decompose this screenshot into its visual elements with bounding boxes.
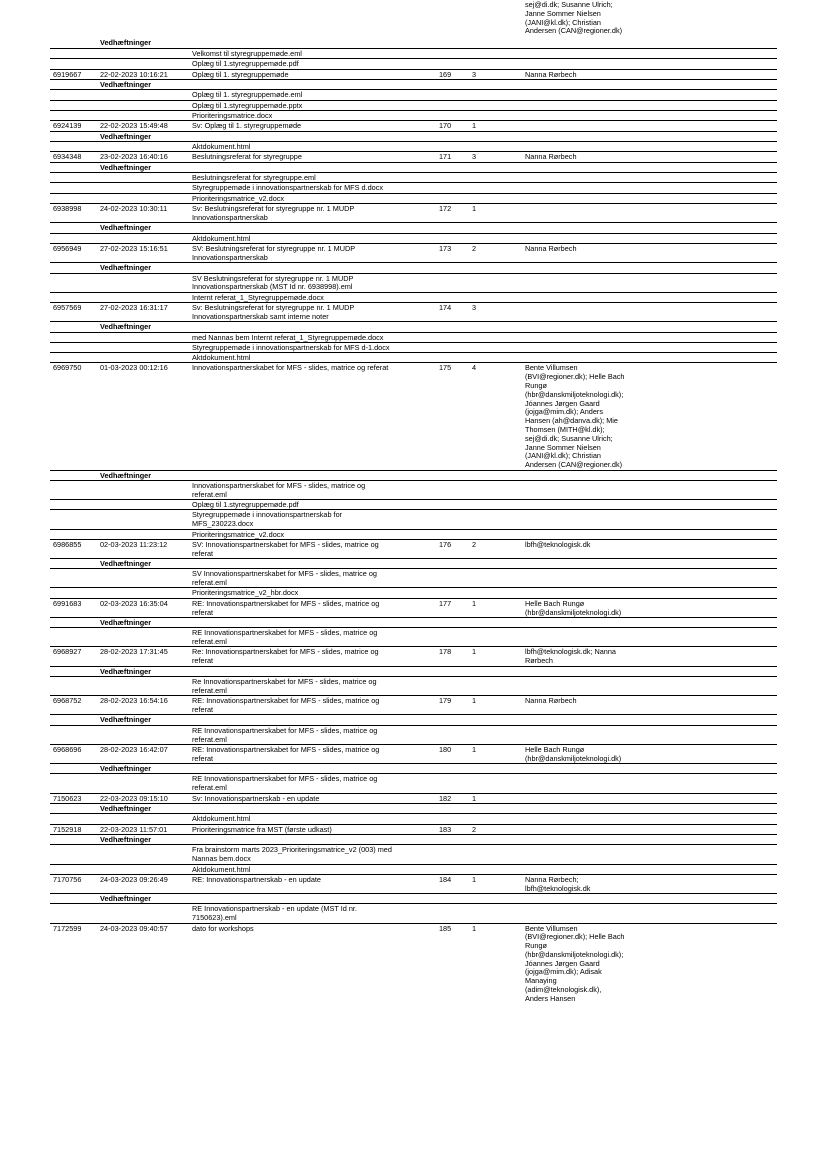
message-date: 24-02-2023 10:30:11 [100, 204, 168, 214]
attachment-count: 1 [472, 598, 477, 608]
message-row [50, 696, 777, 715]
message-subject: SV: Innovationspartnerskabet for MFS - slides, matrice og referat [192, 539, 379, 558]
message-row [50, 745, 777, 764]
attachment-count: 3 [472, 69, 477, 79]
message-id: 7172599 [53, 923, 82, 933]
message-subject: Prioriteringsmatrice fra MST (første udkast) [192, 824, 332, 834]
attachment-row [50, 90, 777, 100]
attachment-row [50, 173, 777, 183]
attachment-name: Prioriteringsmatrice_v2.docx [192, 193, 285, 203]
document-number: 175 [439, 363, 452, 373]
message-subject: Sv: Beslutningsreferat for styregruppe nr. 1 MUDP Innovationspartnerskab samt interne noter [192, 302, 355, 321]
attachment-name: Styregruppemøde i innovationspartnerskab for MFS_230223.docx [192, 510, 343, 529]
attachments-label: Vedhæftninger [100, 893, 152, 903]
attachment-count: 1 [472, 696, 477, 706]
document-number: 178 [439, 647, 452, 657]
attachment-count: 1 [472, 744, 477, 754]
message-subject: dato for workshops [192, 923, 254, 933]
attachment-count: 2 [472, 539, 477, 549]
attachments-header-row [50, 894, 777, 905]
attachment-name: Oplæg til 1.styregruppemøde.pdf [192, 500, 299, 510]
message-date: 24-03-2023 09:26:49 [100, 874, 168, 884]
attachment-name: Oplæg til 1.styregruppemøde.pdf [192, 59, 299, 69]
attachment-row [50, 343, 777, 353]
message-id: 6986855 [53, 539, 82, 549]
attachment-name: Prioriteringsmatrice_v2.docx [192, 529, 285, 539]
attachments-label: Vedhæftninger [100, 666, 152, 676]
message-date: 28-02-2023 17:31:45 [100, 647, 168, 657]
attachment-name: Innovationspartnerskabet for MFS - slides, matrice og referat.eml [192, 481, 366, 499]
document-number: 172 [439, 204, 452, 214]
message-id: 6956949 [53, 243, 82, 253]
attachment-row [50, 845, 777, 864]
attachment-name: Aktdokument.html [192, 233, 251, 243]
attachments-header-row [50, 835, 777, 846]
message-subject: Sv: Oplæg til 1. styregruppemøde [192, 121, 302, 131]
attachment-row [50, 481, 777, 500]
document-number: 182 [439, 793, 452, 803]
document-number: 180 [439, 744, 452, 754]
attachment-row [50, 904, 777, 923]
attachment-row [50, 530, 777, 540]
attachments-label: Vedhæftninger [100, 223, 152, 233]
attachment-name: Styregruppemøde i innovationspartnerskab for MFS d-1.docx [192, 342, 390, 352]
attachment-row [50, 814, 777, 824]
message-subject: RE: Innovationspartnerskabet for MFS - slides, matrice og referat [192, 696, 380, 714]
attachment-row [50, 194, 777, 204]
attachments-header-row [50, 322, 777, 333]
attachment-row [50, 142, 777, 152]
document-number: 171 [439, 152, 452, 162]
message-id: 6991683 [53, 598, 82, 608]
attachment-name: RE Innovationspartnerskabet for MFS - slides, matrice og referat.eml [192, 774, 378, 793]
attachment-row [50, 510, 777, 529]
message-row [50, 244, 777, 263]
attachments-label: Vedhæftninger [100, 715, 152, 725]
message-date: 23-02-2023 16:40:16 [100, 152, 168, 162]
message-row [50, 70, 777, 80]
continued-recipients [50, 0, 777, 38]
attachments-header-row [50, 618, 777, 629]
attachment-row [50, 234, 777, 244]
attachments-label: Vedhæftninger [100, 470, 152, 480]
message-subject: RE: Innovationspartnerskabet for MFS - slides, matrice og referat [192, 598, 380, 617]
message-id: 6938998 [53, 204, 82, 214]
message-date: 22-02-2023 15:49:48 [100, 121, 168, 131]
message-recipients: Helle Bach Rungø (hbr@danskmiljoteknologi.dk) [525, 744, 622, 763]
attachment-row [50, 353, 777, 363]
attachment-name: Velkomst til styregruppemøde.eml [192, 49, 302, 58]
message-id: 7150623 [53, 793, 82, 803]
attachment-row [50, 333, 777, 343]
attachment-row [50, 49, 777, 59]
document-number: 174 [439, 302, 452, 312]
message-id: 6969750 [53, 363, 82, 373]
message-date: 28-02-2023 16:42:07 [100, 744, 168, 754]
message-row [50, 924, 777, 1005]
attachments-label: Vedhæftninger [100, 803, 152, 813]
attachment-row [50, 774, 777, 793]
document-number: 176 [439, 539, 452, 549]
attachments-label: Vedhæftninger [100, 834, 152, 844]
message-subject: Oplæg til 1. styregruppemøde [192, 69, 289, 79]
attachment-count: 1 [472, 793, 477, 803]
recipients-text: sej@di.dk; Susanne Ulrich; Janne Sommer Nielsen (JANI@kl.dk); Christian Andersen (CAN@regioner.dk) [525, 0, 623, 36]
attachments-header-row [50, 715, 777, 726]
attachment-name: med Nannas bem Internt referat_1_Styregruppemøde.docx [192, 332, 384, 342]
attachment-count: 1 [472, 121, 477, 131]
attachment-row [50, 59, 777, 69]
message-row [50, 647, 777, 666]
message-recipients: lbfh@teknologisk.dk; Nanna Rørbech [525, 647, 616, 666]
message-row [50, 363, 777, 470]
attachment-row [50, 677, 777, 696]
document-number: 170 [439, 121, 452, 131]
message-subject: RE: Innovationspartnerskab - en update [192, 874, 321, 884]
attachment-row [50, 726, 777, 745]
message-id: 6957569 [53, 302, 82, 312]
attachment-row [50, 293, 777, 303]
message-subject: Re: Innovationspartnerskabet for MFS - slides, matrice og referat [192, 647, 379, 666]
message-id: 7152918 [53, 824, 82, 834]
attachment-name: Prioriteringsmatrice.docx [192, 110, 273, 120]
attachment-name: Oplæg til 1.styregruppemøde.pptx [192, 100, 303, 110]
message-recipients: Bente Villumsen (BVI@regioner.dk); Helle Bach Rungø (hbr@danskmiljoteknologi.dk); Jóannes Jørgen Gaard (jojga@mim.dk); Anders Hansen (ah@danva.dk); Mie Thomsen (MITH@kl.dk); sej@di.dk; Susanne Ulrich; Janne Sommer Nielsen (JANI@kl.dk); Christian Andersen (CAN@regioner.dk) [525, 363, 625, 470]
message-date: 24-03-2023 09:40:57 [100, 923, 168, 933]
attachment-name: Fra brainstorm marts 2023_Prioriteringsmatrice_v2 (003) med Nannas bem.docx [192, 845, 392, 864]
message-subject: Beslutningsreferat for styregruppe [192, 152, 302, 162]
message-subject: Innovationspartnerskabet for MFS - slides, matrice og referat [192, 363, 389, 373]
message-id: 6919667 [53, 69, 82, 79]
document-number: 177 [439, 598, 452, 608]
attachments-header-row [50, 559, 777, 570]
message-row [50, 794, 777, 804]
attachment-count: 1 [472, 923, 477, 933]
attachments-header-row [50, 80, 777, 91]
attachments-header-row [50, 804, 777, 815]
message-row [50, 875, 777, 894]
attachment-count: 1 [472, 874, 477, 884]
message-recipients: lbfh@teknologisk.dk [525, 539, 591, 549]
attachment-name: SV Beslutningsreferat for styregruppe nr. 1 MUDP Innovationspartnerskab (MST Id nr. 6938998).eml [192, 273, 354, 292]
attachment-count: 1 [472, 647, 477, 657]
attachments-header-row [50, 132, 777, 143]
message-date: 27-02-2023 15:16:51 [100, 243, 168, 253]
message-date: 02-03-2023 11:23:12 [100, 539, 168, 549]
message-subject: Sv: Innovationspartnerskab - en update [192, 793, 320, 803]
message-recipients: Nanna Rørbech [525, 152, 577, 162]
message-date: 27-02-2023 16:31:17 [100, 302, 168, 312]
message-subject: RE: Innovationspartnerskabet for MFS - slides, matrice og referat [192, 744, 380, 763]
message-recipients: Bente Villumsen (BVI@regioner.dk); Helle Bach Rungø (hbr@danskmiljoteknologi.dk); Jóannes Jørgen Gaard (jojga@mim.dk); Adisak Manaying (adim@teknologisk.dk), Anders Hansen [525, 923, 625, 1003]
attachment-name: RE Innovationspartnerskab - en update (MST Id nr. 7150623).eml [192, 904, 357, 923]
attachments-label: Vedhæftninger [100, 617, 152, 627]
attachment-count: 3 [472, 152, 477, 162]
attachment-row [50, 500, 777, 510]
message-row [50, 204, 777, 223]
attachment-count: 2 [472, 824, 477, 834]
attachment-row [50, 274, 777, 293]
message-id: 6968696 [53, 744, 82, 754]
attachment-name: Aktdokument.html [192, 142, 251, 152]
document-number: 169 [439, 69, 452, 79]
attachment-row [50, 628, 777, 647]
attachment-name: Internt referat_1_Styregruppemøde.docx [192, 292, 324, 302]
attachment-name: Aktdokument.html [192, 814, 251, 824]
attachments-label: Vedhæftninger [100, 263, 152, 273]
attachments-header-row [50, 223, 777, 234]
message-date: 22-03-2023 09:15:10 [100, 793, 168, 803]
attachments-label: Vedhæftninger [100, 162, 152, 172]
attachment-count: 1 [472, 204, 477, 214]
attachment-count: 3 [472, 302, 477, 312]
attachment-row [50, 569, 777, 588]
attachments-header-row [50, 667, 777, 678]
message-recipients: Helle Bach Rungø (hbr@danskmiljoteknologi.dk) [525, 598, 622, 617]
message-id: 6924139 [53, 121, 82, 131]
attachments-header-row [50, 471, 777, 482]
attachment-row [50, 111, 777, 121]
message-date: 28-02-2023 16:54:16 [100, 696, 168, 706]
message-recipients: Nanna Rørbech [525, 69, 577, 79]
attachment-name: SV Innovationspartnerskabet for MFS - slides, matrice og referat.eml [192, 569, 377, 588]
message-date: 22-02-2023 10:16:21 [100, 69, 168, 79]
attachment-row [50, 183, 777, 193]
message-row [50, 599, 777, 618]
document-number: 179 [439, 696, 452, 706]
message-date: 22-03-2023 11:57:01 [100, 824, 168, 834]
attachment-count: 4 [472, 363, 477, 373]
attachments-header-row [50, 263, 777, 274]
attachments-header-row [50, 38, 777, 49]
attachment-name: RE Innovationspartnerskabet for MFS - slides, matrice og referat.eml [192, 628, 378, 647]
message-row [50, 825, 777, 835]
attachment-name: Prioriteringsmatrice_v2_hbr.docx [192, 588, 299, 598]
attachment-name: Aktdokument.html [192, 864, 251, 874]
message-recipients: Nanna Rørbech [525, 696, 577, 706]
message-id: 6934348 [53, 152, 82, 162]
attachment-name: Styregruppemøde i innovationspartnerskab for MFS d.docx [192, 183, 384, 193]
attachments-label: Vedhæftninger [100, 558, 152, 568]
message-recipients: Nanna Rørbech [525, 243, 577, 253]
attachment-row [50, 101, 777, 111]
attachments-label: Vedhæftninger [100, 322, 152, 332]
document-number: 184 [439, 874, 452, 884]
message-id: 6968752 [53, 696, 82, 706]
message-id: 7170756 [53, 874, 82, 884]
attachments-label: Vedhæftninger [100, 131, 152, 141]
attachment-count: 2 [472, 243, 477, 253]
attachment-name: Re Innovationspartnerskabet for MFS - slides, matrice og referat.eml [192, 677, 377, 695]
attachments-header-row [50, 764, 777, 775]
message-row [50, 303, 777, 322]
message-subject: Sv: Beslutningsreferat for styregruppe nr. 1 MUDP Innovationspartnerskab [192, 204, 355, 222]
attachment-row [50, 588, 777, 598]
message-id: 6968927 [53, 647, 82, 657]
document-number: 173 [439, 243, 452, 253]
message-row [50, 152, 777, 162]
attachments-label: Vedhæftninger [100, 79, 152, 89]
message-recipients: Nanna Rørbech; lbfh@teknologisk.dk [525, 874, 591, 893]
message-date: 01-03-2023 00:12:16 [100, 363, 168, 373]
message-row [50, 540, 777, 559]
message-row [50, 121, 777, 131]
attachments-header-row [50, 163, 777, 174]
attachment-name: Oplæg til 1. styregruppemøde.eml [192, 90, 303, 100]
message-subject: SV: Beslutningsreferat for styregruppe nr. 1 MUDP Innovationspartnerskab [192, 243, 356, 262]
attachment-name: RE Innovationspartnerskabet for MFS - slides, matrice og referat.eml [192, 725, 378, 744]
document-page [50, 0, 777, 1004]
attachments-label: Vedhæftninger [100, 38, 152, 47]
document-number: 185 [439, 923, 452, 933]
message-date: 02-03-2023 16:35:04 [100, 598, 168, 608]
attachments-label: Vedhæftninger [100, 763, 152, 773]
attachment-row [50, 865, 777, 875]
attachment-name: Aktdokument.html [192, 353, 251, 363]
document-number: 183 [439, 824, 452, 834]
attachment-name: Beslutningsreferat for styregruppe.eml [192, 173, 316, 183]
